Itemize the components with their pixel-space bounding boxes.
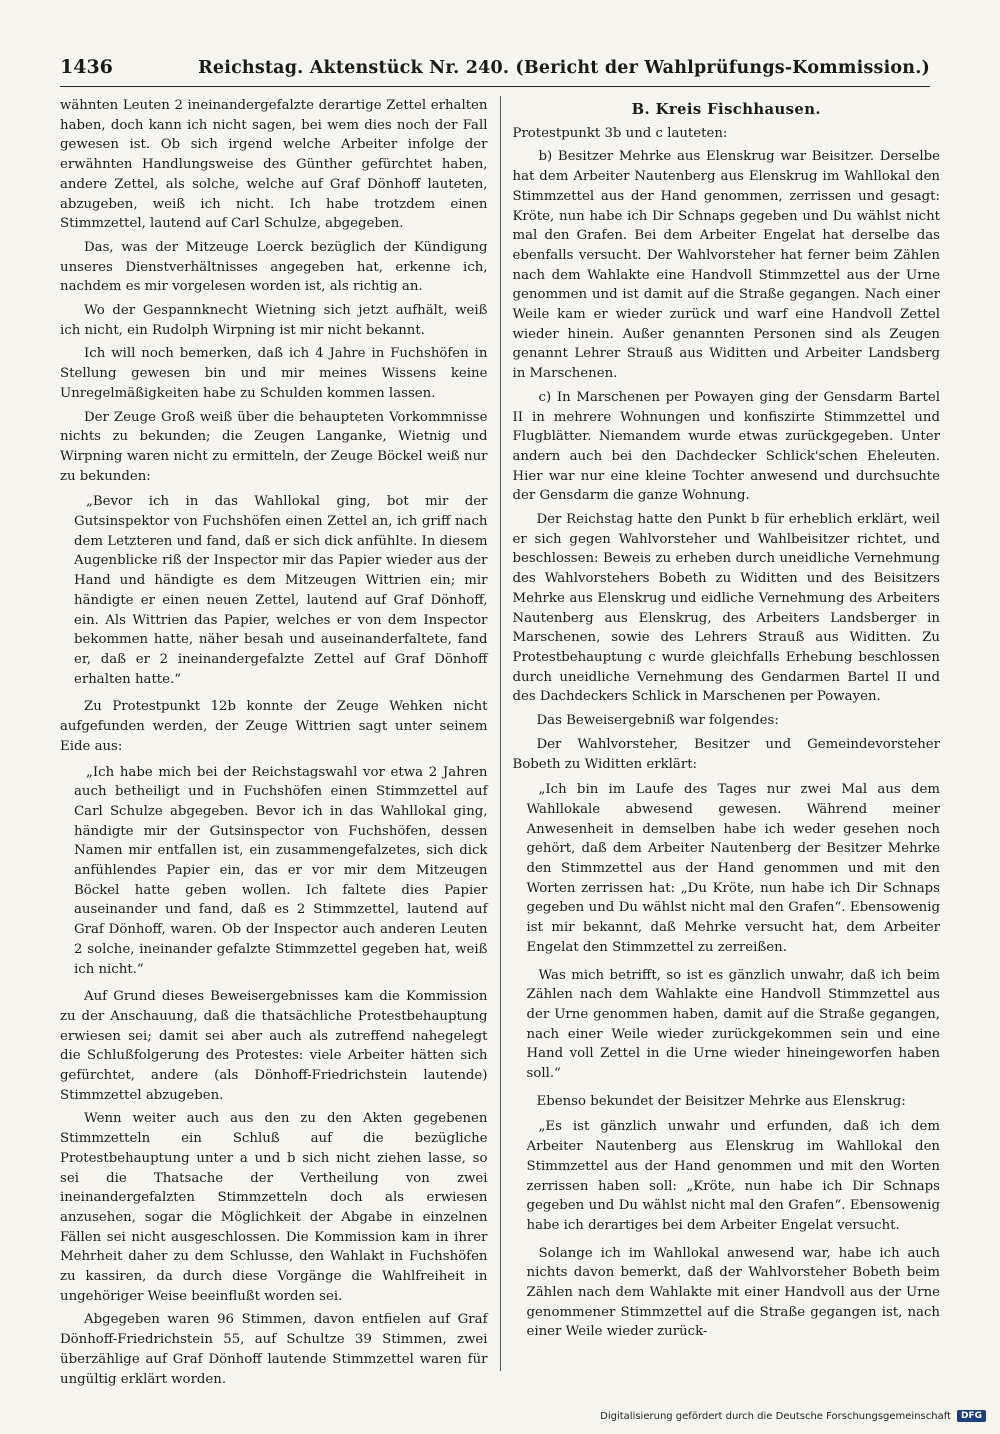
witness-quote: „Ich bin im Laufe des Tages nur zwei Mal aus dem Wahllokale abwesend gewesen. Während meiner Anwesenheit in demselben habe ich weder gesehen noch gehört, daß dem Arbeiter Nautenberg der Besitzer Mehrke den Stimmzettel aus der Hand genommen und mit den Worten zerrissen hat: „Du Kröte, nun habe ich Dir Schnaps gegeben und Du wählst nicht mal den Grafen“. Ebensowenig ist mir bekannt, daß Mehrke versucht hat, dem Arbeiter Engelat den Stimmzettel zu zerreißen. — [526, 782, 940, 955]
paragraph: Der Reichstag hatte den Punkt b für erheblich erklärt, weil er sich gegen Wahlvorsteher und Wahlbeisitzer richtet, und beschlossen: Beweis zu erheben durch uneidliche Vernehmung des Wahlvorstehers Bobeth zu Widitten und des Beisitzers Mehrke aus Elenskrug und eidliche Vernehmung des Arbeiters Nautenberg aus Elenskrug, des Arbeiters Landsberger in Marschenen, sowie des Lehrers Strauß aus Widitten. Zu Protestbehauptung c wurde gleichfalls Erhebung beschlossen durch uneidliche Vernehmung des Gendarmen Bartel II und des Dachdeckers Schlick in Marschenen per Powayen. — [512, 512, 940, 705]
paragraph: wähnten Leuten 2 ineinandergefalzte derartige Zettel erhalten haben, doch kann ich nicht sagen, bei wem dies noch der Fall gewesen ist. Ob sich irgend welche Arbeiter infolge der erwähnten Handlungsweise des Günther gefürchtet haben, andere Zettel, als solche, welche auf Graf Dönhoff lauteten, abzugeben, weiß ich nicht. Ich habe trotzdem einen Stimmzettel, lautend auf Carl Schulze, abgegeben. — [60, 98, 488, 232]
paragraph: Auf Grund dieses Beweisergebnisses kam die Kommission zu der Anschauung, daß die thatsächliche Protestbehauptung erwiesen sei; damit sei aber auch als zutreffend nahegelegt die Schlußfolgerung des Protestes: viele Arbeiter hätten sich gefürchtet, andere (als Dönhoff-Friedrichstein lautende) Stimmzettel abzugeben. — [60, 989, 488, 1103]
paragraph: Ich will noch bemerken, daß ich 4 Jahre in Fuchshöfen in Stellung gewesen bin und mir meines Wissens keine Unregelmäßigkeiten habe zu Schulden kommen lassen. — [60, 346, 488, 401]
footer-text: Digitalisierung gefördert durch die Deutsche Forschungsgemeinschaft — [600, 1410, 951, 1422]
paragraph: Abgegeben waren 96 Stimmen, davon entfielen auf Graf Dönhoff-Friedrichstein 55, auf Schultze 39 Stimmen, zwei überzählige auf Graf Dönhoff lautende Stimmzettel waren für ungültig erklärt worden. — [60, 1312, 488, 1387]
witness-quote: Solange ich im Wahllokal anwesend war, habe ich auch nichts davon bemerkt, daß der Wahlvorsteher Bobeth beim Zählen nach dem Wahlakte mit einer Handvoll aus der Urne genommener Stimmzettel auf die Straße gegangen ist, nach einer Weile wieder zurück- — [526, 1245, 940, 1340]
witness-quote: „Bevor ich in das Wahllokal ging, bot mir der Gutsinspektor von Fuchshöfen einen Zettel an, ich griff nach dem Letzteren und fand, daß er sich dick anfühlte. In diesem Augenblicke riß der Inspector mir das Papier wieder aus der Hand und händigte es dem Mitzeugen Wittrien ein; mir händigte er einen neuen Zettel, lautend auf Graf Dönhoff, ein. Als Wittrien das Papier, welches er von dem Inspector bekommen hatte, näher besah und auseinanderfaltete, fand er, daß er 2 ineinandergefalzte Zettel auf Graf Dönhoff erhalten hatte.“ — [74, 494, 488, 687]
running-title: Reichstag. Aktenstück Nr. 240. (Bericht der Wahlprüfungs-Kommission.) — [198, 58, 930, 78]
protest-item: b) Besitzer Mehrke aus Elenskrug war Beisitzer. Derselbe hat dem Arbeiter Nautenberg aus Elenskrug im Wahllokal den Stimmzettel aus der Hand genommen, zerrissen und gesagt: Kröte, nun habe ich Dir Schnaps gegeben und Du wählst nicht mal den Grafen. Bei dem Arbeiter Engelat hat derselbe das ebenfalls versucht. Der Wahlvorsteher hat ferner beim Zählen nach dem Wahlakte eine Handvoll Stimmzettel aus der Urne genommen und ist damit auf die Straße gegangen. Nach einer Weile kam er wieder zurück und warf eine Handvoll Zettel wieder hinein. Außer genannten Personen sind als Zeugen genannt Lehrer Strauß aus Widitten und Arbeiter Landsberg in Marschenen. — [512, 149, 940, 382]
paragraph: Der Wahlvorsteher, Besitzer und Gemeindevorsteher Bobeth zu Widitten erklärt: — [512, 736, 940, 772]
section-title: B. Kreis Fischhausen. — [631, 101, 821, 118]
paragraph: Das, was der Mitzeuge Loerck bezüglich der Kündigung unseres Dienstverhältnisses angegeben hat, erkenne ich, nachdem es mir vorgelesen worden ist, als richtig an. — [60, 239, 488, 295]
text-columns — [60, 96, 940, 1387]
dfg-logo-icon: DFG — [957, 1410, 986, 1422]
digitization-footer — [600, 1410, 986, 1422]
witness-quote: Was mich betrifft, so ist es gänzlich unwahr, daß ich beim Zählen nach dem Wahlakte eine Handvoll Stimmzettel aus der Urne genommen haben, damit auf die Straße gegangen, nach einer Weile wieder zurückgekommen sein und eine Hand voll Zettel in die Urne wieder hineingeworfen haben soll.“ — [526, 967, 940, 1082]
witness-quote: „Es ist gänzlich unwahr und erfunden, daß ich dem Arbeiter Nautenberg aus Elenskrug im Wahllokal den Stimmzettel aus der Hand genommen und mit den Worten zerrissen haben soll: „Kröte, nun habe ich Dir Schnaps gegeben und Du wählst nicht mal den Grafen“. Ebensowenig habe ich derartiges bei dem Arbeiter Engelat versucht. — [526, 1119, 940, 1233]
page-header — [60, 56, 930, 87]
protest-item: c) In Marschenen per Powayen ging der Gensdarm Bartel II in mehrere Wohnungen und konfiszirte Stimmzettel und Flugblätter. Niemandem wurde etwas zurückgegeben. Unter andern auch bei den Dachdecker Schlick'schen Eheleuten. Hier war nur eine kleine Tochter anwesend und durchsuchte der Gensdarm die ganze Wohnung. — [512, 389, 940, 504]
paragraph: Der Zeuge Groß weiß über die behaupteten Vorkommnisse nichts zu bekunden; die Zeugen Langanke, Wietnig und Wirpning waren nicht zu ermitteln, der Zeuge Böckel weiß nur zu bekunden: — [60, 409, 488, 484]
paragraph: Protestpunkt 3b und c lauteten: — [512, 125, 728, 141]
witness-quote: „Ich habe mich bei der Reichstagswahl vor etwa 2 Jahren auch betheiligt und in Fuchshöfen einen Stimmzettel auf Carl Schulze abgegeben. Bevor ich in das Wahllokal ging, händigte mir der Gutsinspector von Fuchshöfen, dessen Namen mir entfallen ist, ein zusammengefalzetes, sich dick anfühlendes Papier ein, das er vor mir dem Mitzeugen Böckel hatte geben wollen. Ich faltete dies Papier auseinander und fand, daß es 2 Stimmzettel, lautend auf Graf Dönhoff, waren. Ob der Inspector auch anderen Leuten 2 solche, ineinander gefalzte Stimmzettel gegeben hat, weiß ich nicht.“ — [74, 764, 488, 977]
paragraph: Das Beweisergebniß war folgendes: — [536, 713, 779, 729]
paragraph: Ebenso bekundet der Beisitzer Mehrke aus Elenskrug: — [536, 1093, 906, 1109]
left-column — [60, 96, 501, 1387]
page-number: 1436 — [60, 56, 113, 78]
paragraph: Zu Protestpunkt 12b konnte der Zeuge Wehken nicht aufgefunden werden, der Zeuge Wittrien sagt unter seinem Eide aus: — [60, 699, 488, 754]
paragraph: Wenn weiter auch aus den zu den Akten gegebenen Stimmzetteln ein Schluß auf die bezügliche Protestbehauptung unter a und b sich nicht ziehen lasse, so sei die Thatsache der Vertheilung von zwei ineinandergefalzten Stimmzetteln doch als erwiesen anzusehen, sogar die Möglichkeit der Abgabe in einzelnen Fällen sei nicht ausgeschlossen. Die Kommission kam in ihrer Mehrheit daher zu dem Schlusse, den Wahlakt in Fuchshöfen zu kassiren, da durch diese Vorgänge die Wahlfreiheit in ungehöriger Weise beeinflußt worden sei. — [60, 1111, 488, 1304]
paragraph: Wo der Gespannknecht Wietning sich jetzt aufhält, weiß ich nicht, ein Rudolph Wirpning ist mir nicht bekannt. — [60, 303, 488, 338]
right-column — [501, 96, 941, 1371]
